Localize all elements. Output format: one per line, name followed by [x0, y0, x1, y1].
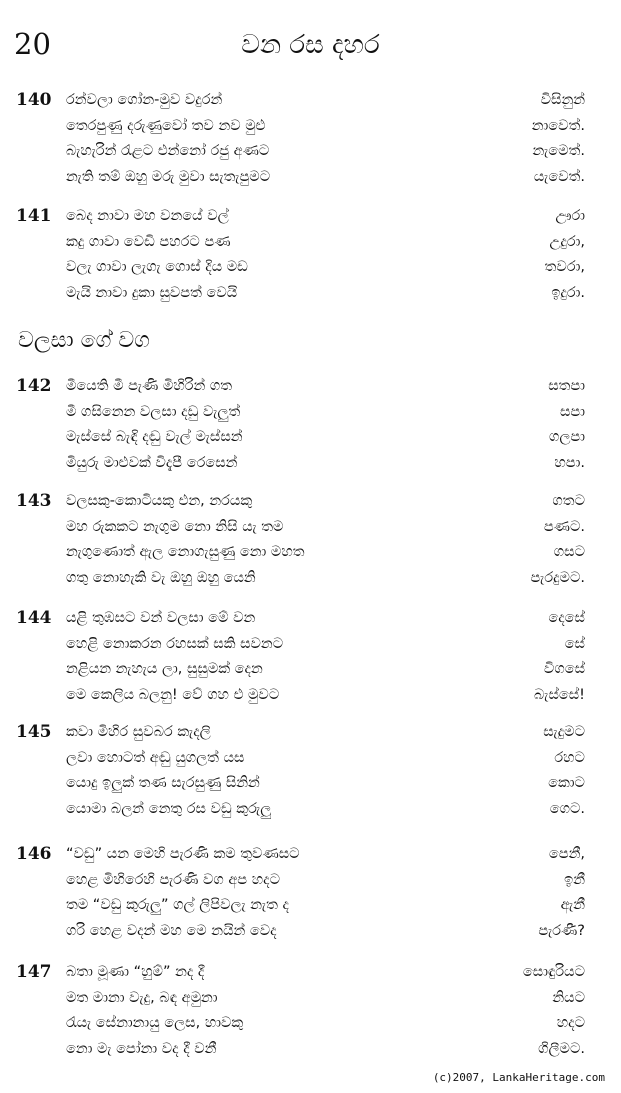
verse-text: යොමා බලන් නෙතු රස වඩු කුරුලු	[66, 800, 272, 817]
verse-line	[0, 374, 621, 400]
verse-number: 145	[16, 722, 52, 742]
verse-text: මත මානා වැදු, බඳ අමුනා	[66, 989, 218, 1006]
verse-143	[0, 489, 621, 591]
verse-text: බෙද නාවා මහ වනයේ වල්	[66, 208, 229, 224]
verse-line	[0, 204, 621, 230]
verse-rhyme: රහට	[554, 749, 585, 766]
verse-text: බැහැරින් රැළට එන්නෝ රජු අණට	[66, 143, 270, 159]
verse-line	[0, 281, 621, 307]
verse-rhyme: සොඳුරියට	[522, 964, 585, 980]
verse-line	[0, 489, 621, 515]
verse-line	[0, 566, 621, 592]
verse-text: රැයැ සේනානායු ලෙස, හාවකු	[66, 1015, 244, 1031]
page-title: වන රස දහර	[241, 30, 380, 60]
verse-146	[0, 842, 621, 944]
section-heading: වලසා ගේ වග	[18, 328, 150, 353]
verse-rhyme: හදට	[556, 1015, 585, 1031]
verse-text: කවා මිහිර සුවබර කැදලි	[66, 724, 211, 740]
verse-text: හෙළි නොකරන රහසක් සකි සවනට	[66, 635, 284, 652]
verse-line	[0, 88, 621, 114]
verse-line	[0, 893, 621, 919]
verse-rhyme: ගෙට.	[549, 800, 585, 817]
verse-text: තම “වඩු කුරුලු” ගල් ලිපිවලැ නැත ද	[66, 897, 289, 913]
verse-text: ලවා හොටත් අඬු යුගලත් යස	[66, 749, 245, 766]
verse-text: නැති තම් ඔහු මරු මුවා සැතැපුමට	[66, 168, 271, 185]
verse-line	[0, 606, 621, 632]
verse-text: නො මැ පෝනා වද දී වනී	[66, 1040, 217, 1057]
verse-rhyme: ඉදුරා.	[551, 284, 585, 301]
verse-line	[0, 632, 621, 658]
verse-text: යළි තුඹසට වන් වලසා මේ වන	[66, 610, 256, 626]
verse-line	[0, 960, 621, 986]
verse-rhyme: ගිලීමට.	[538, 1040, 585, 1057]
verse-line	[0, 1011, 621, 1037]
verse-text: ගරි හෙළ වදන් මහ මෙ නයින් වෙද	[66, 922, 277, 939]
verse-text: රන්වලා ගෝන-මුව වදුරන්	[66, 92, 223, 108]
verse-rhyme: බැස්සේ!	[534, 686, 585, 703]
verse-number: 144	[16, 608, 52, 628]
verse-rhyme: සපා	[559, 403, 585, 420]
verse-rhyme: ගලපා	[548, 429, 585, 445]
verse-rhyme: ඌරා	[555, 208, 585, 224]
verse-140	[0, 88, 621, 190]
verse-rhyme: හපා.	[554, 454, 585, 471]
verse-rhyme: පැරදුමට.	[530, 569, 585, 586]
verse-number: 141	[16, 206, 52, 226]
verse-line	[0, 255, 621, 281]
verse-text: ගතු නොහැකි වැ ඔහු ඔහු යෙනි	[66, 569, 256, 586]
verse-line	[0, 230, 621, 256]
verse-line	[0, 114, 621, 140]
verse-text: කදු ගාවා වෙඩි පහරට පණ	[66, 233, 231, 250]
verse-text: මැයි නාවා දුකා සුවපත් වෙයි	[66, 284, 238, 301]
verse-number: 147	[16, 962, 52, 982]
verse-line	[0, 771, 621, 797]
verse-text: මී ගසිනෙන වලසා දඩු වැලුත්	[66, 403, 241, 420]
verse-line	[0, 842, 621, 868]
verse-line	[0, 683, 621, 709]
verse-text: නළියන නැහැය ලා, සුසුමක් දෙන	[66, 661, 263, 677]
verse-rhyme: විසිනුන්	[540, 92, 585, 108]
verse-number: 142	[16, 376, 52, 396]
verse-rhyme: දෙසේ	[548, 610, 585, 626]
verse-rhyme: සැදුමට	[543, 724, 585, 740]
verse-142	[0, 374, 621, 476]
verse-text: බතා මූණා “හුම්” නද දී	[66, 964, 205, 980]
verse-number: 143	[16, 491, 52, 511]
verse-number: 140	[16, 90, 52, 110]
verse-141	[0, 204, 621, 306]
verse-rhyme: සතපා	[548, 378, 585, 394]
verse-text: නැගුණොත් ඇල නොගැසුණු නො මහත	[66, 544, 305, 560]
verse-rhyme: නැමෙත්.	[532, 143, 585, 159]
verse-line	[0, 139, 621, 165]
verse-number: 146	[16, 844, 52, 864]
verse-line	[0, 515, 621, 541]
verse-text: මෙ කෙලිය බලනු! වේ ගහ එ මුවට	[66, 686, 280, 703]
verse-rhyme: සේ	[564, 635, 585, 652]
verse-line	[0, 919, 621, 945]
verse-line	[0, 797, 621, 823]
verse-147	[0, 960, 621, 1062]
verse-line	[0, 720, 621, 746]
verse-line	[0, 165, 621, 191]
verse-rhyme: ගතට	[552, 493, 585, 509]
verse-rhyme: නාවෙත්.	[531, 117, 585, 134]
verse-text: යොදු ඉලුක් තණ සැරසුණු සිනින්	[66, 775, 260, 791]
verse-text: තෙරපුණු දරුණුවෝ තව නව මුළු	[66, 117, 266, 134]
verse-line	[0, 451, 621, 477]
verse-line	[0, 540, 621, 566]
verse-line	[0, 746, 621, 772]
verse-text: මැස්සේ බැඳි දඬු වැල් මැස්සන්	[66, 429, 243, 445]
verse-text: “වඩු” යන මෙහි පැරණි කම තුවණසට	[66, 846, 300, 862]
verse-text: වලසකු-කොටියකු එන, නරයකු	[66, 493, 253, 509]
verse-rhyme: පැරණී?	[538, 922, 585, 939]
verse-text: වලැ ගාවා ලැගැ ගොස් දිය මඩ	[66, 259, 248, 275]
verse-rhyme: ගසට	[553, 544, 585, 560]
verse-rhyme: නියට	[552, 989, 585, 1006]
verse-145	[0, 720, 621, 822]
page-number: 20	[14, 27, 51, 61]
verse-rhyme: උදුරා,	[549, 233, 585, 250]
verse-rhyme: කොට	[548, 775, 585, 791]
verse-text: හෙළ මිහිරෙහි පැරණි වග අප හදට	[66, 871, 280, 888]
verse-line	[0, 400, 621, 426]
page-header	[0, 26, 621, 66]
verse-text: මියුරු මාළුවක් විදැපී රෙසෙන්	[66, 454, 238, 471]
verse-144	[0, 606, 621, 708]
copyright-notice: (c)2007, LankaHeritage.com	[432, 1071, 605, 1084]
verse-rhyme: ඇනී	[560, 897, 585, 913]
verse-line	[0, 1037, 621, 1063]
verse-text: මීයෙති මී පැණි මිහිරින් ගත	[66, 378, 233, 394]
verse-text: මහ රුකකට නැගුම නො නිසි යැ තම	[66, 518, 284, 535]
verse-line	[0, 986, 621, 1012]
verse-rhyme: යැවෙත්.	[533, 168, 585, 185]
verse-rhyme: ඉනී	[564, 871, 585, 888]
verse-rhyme: තවරා,	[544, 259, 585, 275]
verse-rhyme: පණට.	[543, 518, 585, 535]
verse-line	[0, 657, 621, 683]
verse-line	[0, 425, 621, 451]
verse-line	[0, 868, 621, 894]
verse-rhyme: විගසේ	[543, 661, 585, 677]
verse-rhyme: පෙනී,	[548, 846, 585, 862]
